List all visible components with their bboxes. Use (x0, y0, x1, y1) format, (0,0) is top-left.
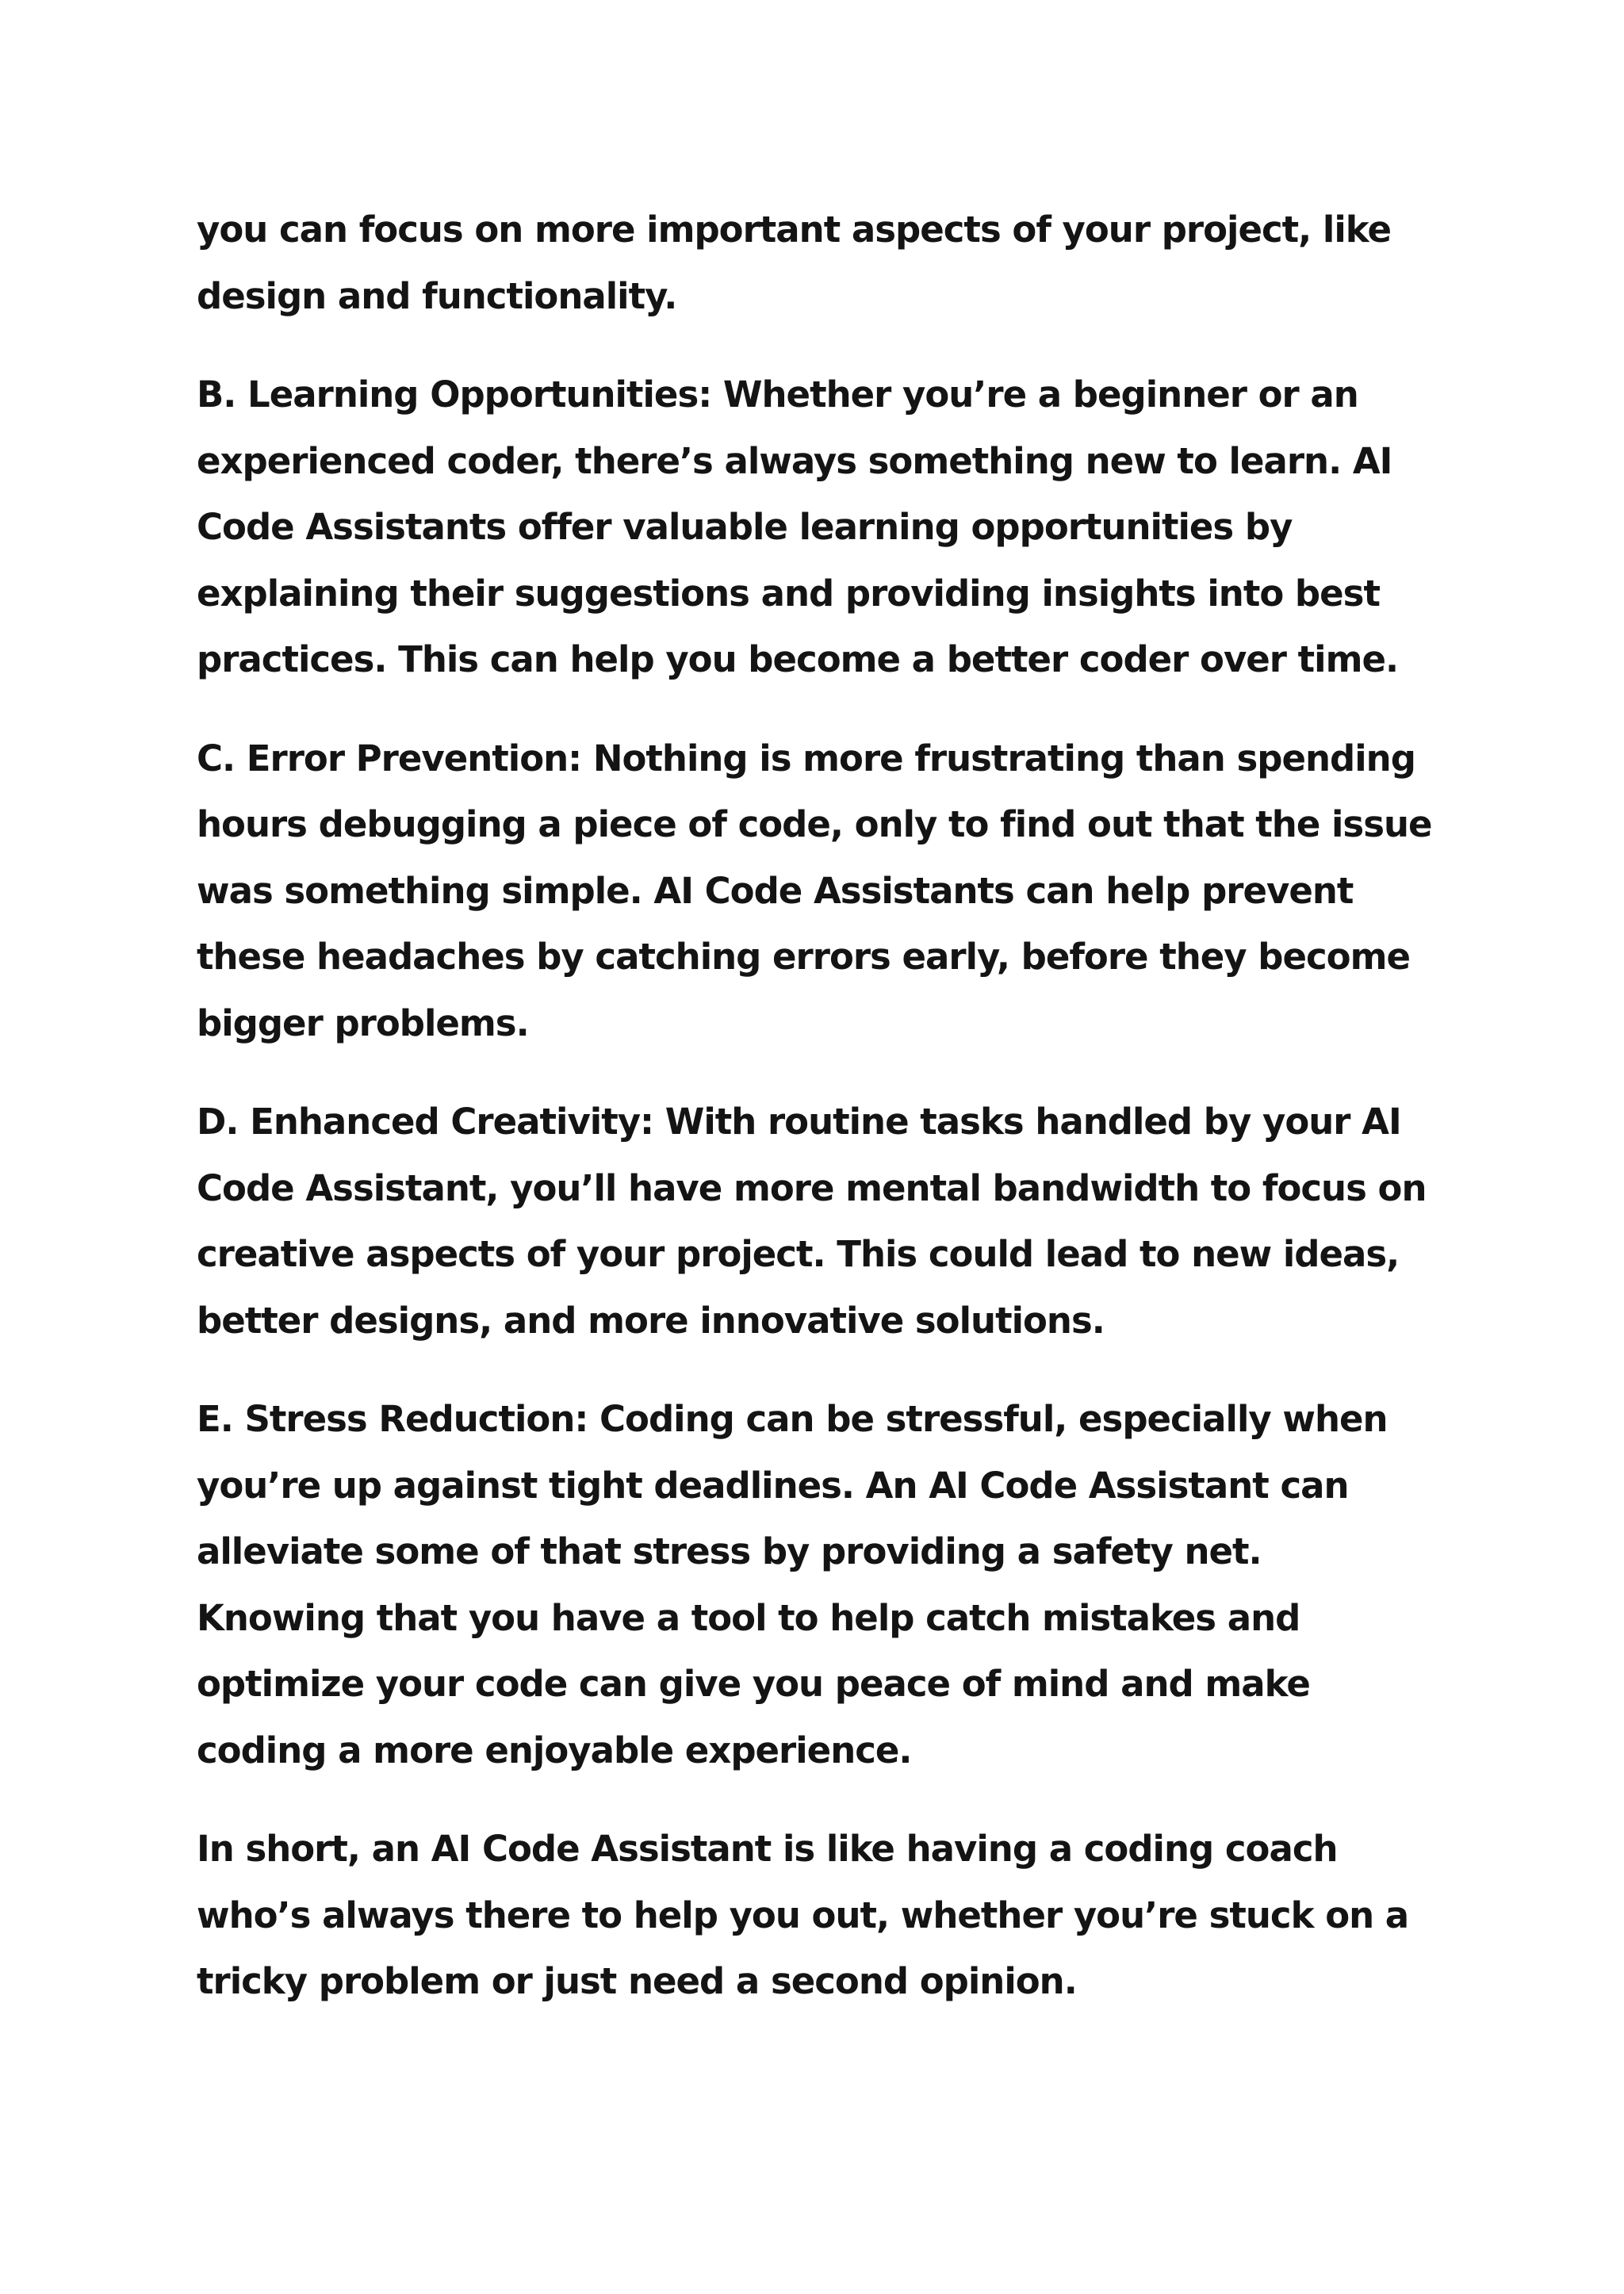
paragraph-stress-reduction: E. Stress Reduction: Coding can be stressful, especially when you’re up against tight deadlines. An AI Code Assistant can alleviate some of that stress by providing a safety net. Knowing that you have a tool to help catch mistakes and optimize your code can give you peace of mind and make coding a more enjoyable experience. (197, 1398, 1388, 1771)
paragraph-summary: In short, an AI Code Assistant is like having a coding coach who’s always there to help you out, whether you’re stuck on a tricky problem or just need a second opinion. (197, 1828, 1409, 2002)
paragraph-error-prevention: C. Error Prevention: Nothing is more frustrating than spending hours debugging a piece of code, only to find out that the issue was something simple. AI Code Assistants can help prevent these headaches by catching errors early, before they become bigger problems. (197, 737, 1432, 1044)
paragraph-continuation: you can focus on more important aspects of your project, like design and functionality. (197, 209, 1392, 317)
paragraph-enhanced-creativity: D. Enhanced Creativity: With routine tasks handled by your AI Code Assistant, you’ll have more mental bandwidth to focus on creative aspects of your project. This could lead to new ideas, better designs, and more innovative solutions. (197, 1101, 1427, 1342)
paragraph-learning-opportunities: B. Learning Opportunities: Whether you’re a beginner or an experienced coder, there’s always something new to learn. AI Code Assistants offer valuable learning opportunities by explaining their suggestions and providing insights into best practices. This can help you become a better coder over time. (197, 373, 1399, 680)
